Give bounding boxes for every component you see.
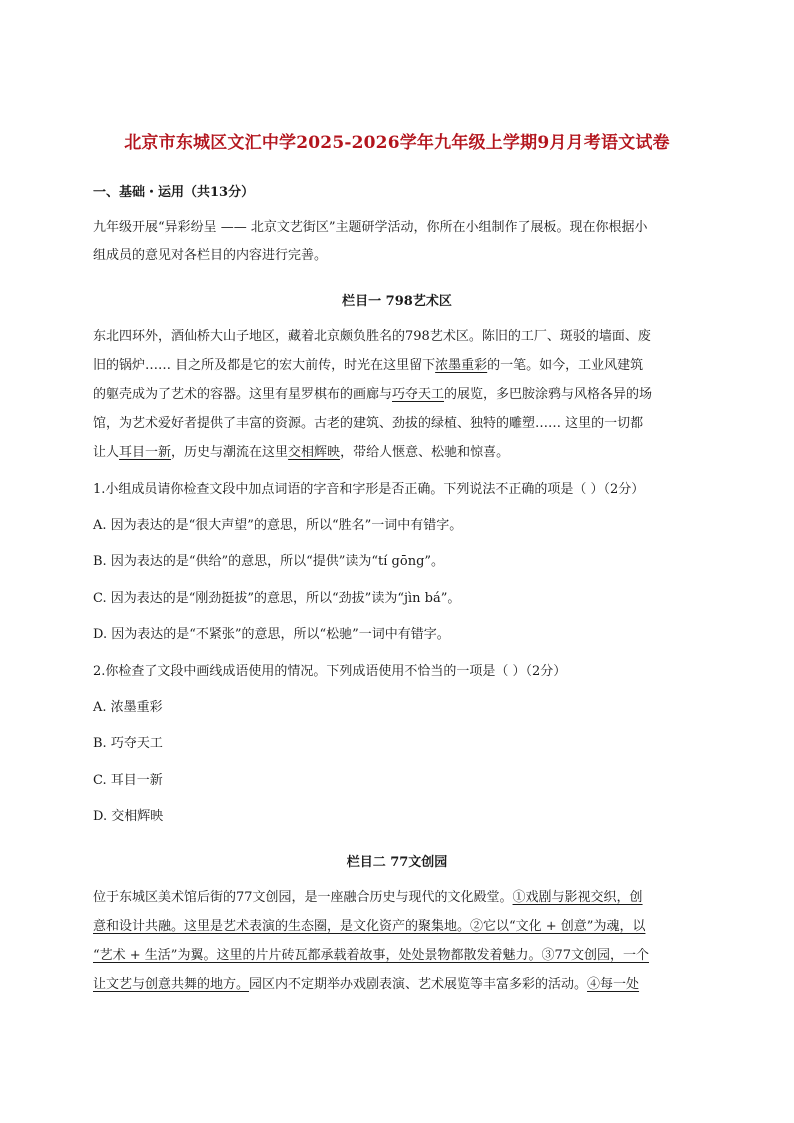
underlined-idiom: 巧夺天工 xyxy=(392,387,445,402)
passage1-line-3 xyxy=(93,384,703,406)
question-1-stem: 1.小组成员请你检查文段中加点词语的字音和字形是否正确。下列说法不正确的项是（ ）（2分） xyxy=(93,482,645,497)
text-span: 的展览，多巴胺涂鸦与风格各异的场 xyxy=(444,387,653,402)
passage1-line-1: 东北四环外，酒仙桥大山子地区，藏着北京颇负胜名的798艺术区。陈旧的工厂、斑驳的墙面、废 xyxy=(93,329,651,344)
passage1-line-2 xyxy=(93,355,703,377)
underlined-sentence: ④每一处 xyxy=(587,977,640,992)
column2-heading: 栏目二 77文创园 xyxy=(346,855,448,870)
underlined-idiom: 耳目一新 xyxy=(119,445,172,460)
text-span: ，历史与潮流在这里 xyxy=(171,445,289,460)
intro-line-1: 九年级开展“异彩纷呈 —— 北京文艺街区”主题研学活动，你所在小组制作了展板。现在你根据小 xyxy=(93,220,648,235)
text-span: 位于东城区美术馆后街的77文创园，是一座融合历史与现代的文化殿堂。 xyxy=(93,890,513,905)
section-heading: 一、基础・运用（共13分） xyxy=(93,185,255,200)
passage1-line-4: 馆，为艺术爱好者提供了丰富的资源。古老的建筑、劲拔的绿植、独特的雕塑…… 这里的一切都 xyxy=(93,416,644,431)
text-span: ，带给人惬意、松驰和惊喜。 xyxy=(340,445,510,460)
underlined-sentence: 意和设计共融。这里是艺术表演的生态圈，是文化资产的聚集地。②它以“文化 + 创意”为魂，以 xyxy=(93,919,646,934)
text-span: 园区内不定期举办戏剧表演、艺术展览等丰富多彩的活动。 xyxy=(249,977,588,992)
document-title: 北京市东城区文汇中学2025-2026学年九年级上学期9月月考语文试卷 xyxy=(124,133,670,153)
q1-option-d: D. 因为表达的是“不紧张”的意思，所以“松驰”一词中有错字。 xyxy=(93,627,450,642)
passage2-line-4 xyxy=(93,974,703,996)
text-span: 的一笔。如今，工业风建筑 xyxy=(487,358,644,373)
underlined-idiom: 交相辉映 xyxy=(288,445,341,460)
q2-option-c: C. 耳目一新 xyxy=(93,773,163,788)
question-2-stem: 2.你检查了文段中画线成语使用的情况。下列成语使用不恰当的一项是（ ）（2分） xyxy=(93,664,567,679)
passage2-line-3 xyxy=(93,945,703,967)
passage1-line-5 xyxy=(93,442,703,464)
text-span: 让人 xyxy=(93,445,120,460)
column1-heading: 栏目一 798艺术区 xyxy=(342,294,452,309)
underlined-sentence: ①戏剧与影视交织，创 xyxy=(512,890,643,905)
q1-option-c: C. 因为表达的是“刚劲挺拔”的意思，所以“劲拔”读为“jìn bá”。 xyxy=(93,591,461,606)
underlined-idiom: 浓墨重彩 xyxy=(435,358,488,373)
text-span: 的躯壳成为了艺术的容器。这里有星罗棋布的画廊与 xyxy=(93,387,393,402)
q1-option-a: A. 因为表达的是“很大声望”的意思，所以“胜名”一词中有错字。 xyxy=(93,518,463,533)
passage2-line-2 xyxy=(93,916,703,938)
underlined-sentence: “艺术 + 生活”为翼。这里的片片砖瓦都承载着故事，处处景物都散发着魅力。③77文创园，一个 xyxy=(93,948,649,963)
q2-option-b: B. 巧夺天工 xyxy=(93,736,163,751)
passage2-line-1 xyxy=(93,887,703,909)
underlined-sentence: 让文艺与创意共舞的地方。 xyxy=(93,977,250,992)
q2-option-d: D. 交相辉映 xyxy=(93,809,164,824)
q1-option-b: B. 因为表达的是“供给”的意思，所以“提供”读为“tí gōng”。 xyxy=(93,554,445,569)
intro-line-2: 组成员的意见对各栏目的内容进行完善。 xyxy=(93,248,328,263)
text-span: 旧的锅炉…… 目之所及都是它的宏大前传，时光在这里留下 xyxy=(93,358,436,373)
q2-option-a: A. 浓墨重彩 xyxy=(93,700,163,715)
